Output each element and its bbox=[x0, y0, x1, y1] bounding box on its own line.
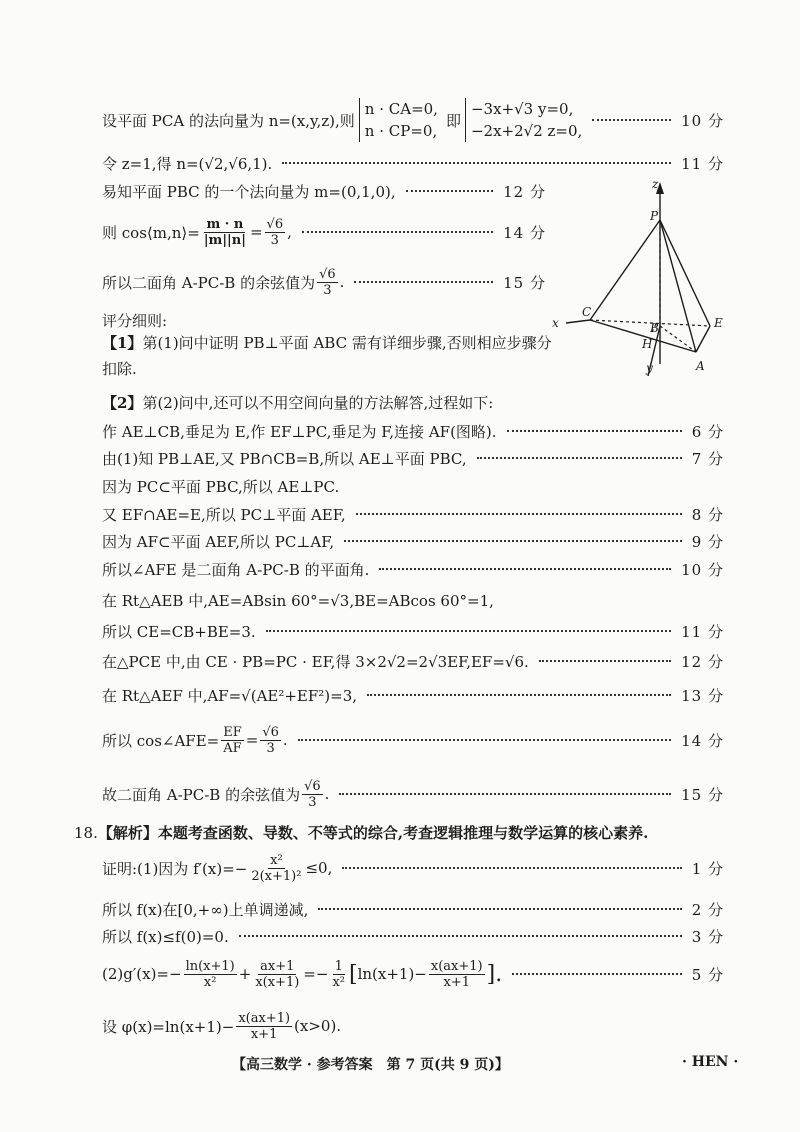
solution-line-10: 设平面 PCA 的法向量为 n=(x,y,z),则 n · CA=0, n · CP=0, 即 −3x+√3 y=0, −2x+2√2 z=0, 10 分 bbox=[102, 100, 724, 140]
pyramid-figure bbox=[548, 176, 738, 376]
fraction: $\frac{√6}{3}$ bbox=[304, 778, 321, 810]
equation-system: −3x+√3 y=0, −2x+2√2 z=0, bbox=[465, 98, 582, 142]
step-line-10: 所以∠AFE 是二面角 A-PC-B 的平面角. 10 分 bbox=[102, 560, 724, 579]
proof-line-3: 所以 f(x)≤f(0)=0. 3 分 bbox=[102, 927, 724, 946]
label-a: A bbox=[696, 359, 705, 373]
rubric-note-1: 【1】第(1)问中证明 PB⊥平面 ABC 需有详细步骤,否则相应步骤分扣除. bbox=[102, 334, 552, 378]
step-line-8: 又 EF∩AE=E,所以 PC⊥平面 AEF, 8 分 bbox=[102, 505, 724, 524]
proof-line-2: 所以 f(x)在[0,+∞)上单调递减, 2 分 bbox=[102, 900, 724, 919]
score: 10 分 bbox=[681, 111, 724, 130]
x-axis bbox=[566, 320, 590, 323]
question-18-heading: 18.【解析】本题考查函数、导数、不等式的综合,考查逻辑推理与数学运算的核心素养. bbox=[74, 824, 649, 842]
label-y: y bbox=[646, 361, 653, 375]
rubric-heading: 评分细则: bbox=[102, 312, 168, 330]
footer-code: · HEN · bbox=[682, 1054, 739, 1070]
edge-pc bbox=[590, 220, 660, 320]
rubric-note-2: 【2】第(2)问中,还可以不用空间向量的方法解答,过程如下: bbox=[102, 394, 494, 412]
step-line-7: 由(1)知 PB⊥AE,又 PB∩CB=B,所以 AE⊥平面 PBC, 7 分 bbox=[102, 449, 724, 468]
label-c: C bbox=[582, 305, 592, 319]
fraction: $\frac{\text{x²}}{\text{2(x+1)²}}$ bbox=[251, 852, 302, 884]
solution-line-15: 所以二面角 A-PC-B 的余弦值为 $\frac{√6}{3}$ . 15 分 bbox=[102, 266, 546, 298]
step-line-12: 在△PCE 中,由 CE · PB=PC · EF,得 3×2√2=2√3EF,EF=√6. 12 分 bbox=[102, 652, 724, 671]
step-line-9: 因为 AF⊂平面 AEF,所以 PC⊥AF, 9 分 bbox=[102, 532, 724, 551]
step-line-15: 故二面角 A-PC-B 的余弦值为 $\frac{√6}{3}$ . 15 分 bbox=[102, 778, 724, 810]
label-h: H bbox=[642, 337, 653, 351]
fraction: $\frac{x(ax+1)}{x+1}$ bbox=[430, 958, 483, 990]
label-b: B bbox=[650, 321, 659, 335]
fraction: $\frac{m \cdot n}{|m||n|}$ bbox=[203, 216, 246, 248]
fraction: $\frac{\ln(x+1)}{\text{x²}}$ bbox=[185, 958, 235, 990]
fraction: $\frac{1}{\text{x²}}$ bbox=[332, 958, 345, 990]
solution-line-14: 则 cos⟨m,n⟩= $\frac{m \cdot n}{|m||n|}$ = $\frac{√6}{3}$ , 14 分 bbox=[102, 216, 546, 248]
fraction: $\frac{x(ax+1)}{x+1}$ bbox=[238, 1010, 291, 1042]
step-line-13: 在 Rt△AEF 中,AF=√(AE²+EF²)=3, 13 分 bbox=[102, 686, 724, 705]
label-e: E bbox=[714, 316, 723, 330]
score: 15 分 bbox=[503, 273, 546, 292]
step-line-10b: 在 Rt△AEB 中,AE=ABsin 60°=√3,BE=ABcos 60°=1, bbox=[102, 592, 494, 610]
score: 14 分 bbox=[503, 223, 546, 242]
solution-line-11: 令 z=1,得 n=(√2,√6,1). 11 分 bbox=[102, 154, 724, 173]
fraction: $\frac{ax+1}{x(x+1)}$ bbox=[255, 958, 300, 990]
fraction: $\frac{√6}{3}$ bbox=[319, 266, 336, 298]
equation-system: n · CA=0, n · CP=0, bbox=[359, 98, 438, 142]
score: 12 分 bbox=[503, 182, 546, 201]
label-x: x bbox=[552, 316, 559, 330]
proof-line-6: 设 φ(x)=ln(x+1)− $\frac{x(ax+1)}{x+1}$ (x>0). bbox=[102, 1010, 342, 1042]
edge-ea bbox=[696, 326, 710, 352]
footer-page-info: 【高三数学 · 参考答案 第 7 页(共 9 页)】 bbox=[232, 1057, 509, 1073]
step-line-7b: 因为 PC⊂平面 PBC,所以 AE⊥PC. bbox=[102, 478, 340, 496]
score: 11 分 bbox=[681, 154, 724, 173]
proof-line-5: (2)g′(x)=− $\frac{\ln(x+1)}{\text{x²}}$ + $\frac{ax+1}{x(x+1)}$ =− $\frac{1}{\text{x²}}$ [ ln(x+1)− $\frac{x(ax+1)}{x+1}$ ]. 5 分 bbox=[102, 958, 724, 990]
fraction: $\frac{√6}{3}$ bbox=[262, 724, 279, 756]
fraction: $\frac{√6}{3}$ bbox=[266, 216, 284, 248]
label-z: z bbox=[652, 177, 659, 191]
step-line-6: 作 AE⊥CB,垂足为 E,作 EF⊥PC,垂足为 F,连接 AF(图略). 6 分 bbox=[102, 422, 724, 441]
line-text: 设平面 PCA 的法向量为 n=(x,y,z),则 bbox=[102, 111, 355, 130]
leader-dots bbox=[592, 119, 671, 121]
solution-line-12: 易知平面 PBC 的一个法向量为 m=(0,1,0), 12 分 bbox=[102, 182, 546, 201]
step-line-11: 所以 CE=CB+BE=3. 11 分 bbox=[102, 622, 724, 641]
proof-line-1: 证明:(1)因为 f′(x)=− $\frac{\text{x²}}{\text{2(x+1)²}}$ ≤0, 1 分 bbox=[102, 852, 724, 884]
label-p: P bbox=[650, 209, 659, 223]
fraction: $\frac{EF}{AF}$ bbox=[223, 724, 242, 756]
step-line-14: 所以 cos∠AFE= $\frac{EF}{AF}$ = $\frac{√6}{3}$ . 14 分 bbox=[102, 724, 724, 756]
